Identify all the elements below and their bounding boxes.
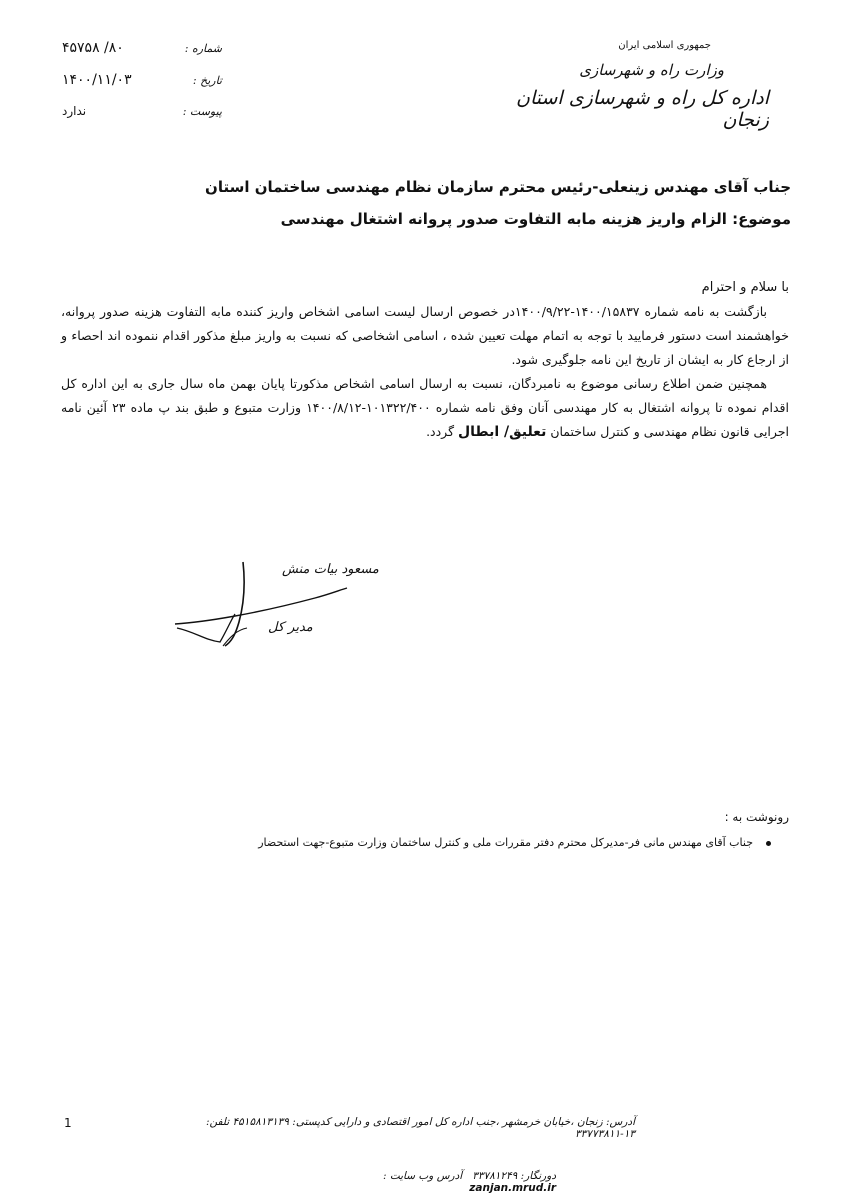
date-row [62, 72, 222, 104]
addressee: جناب آقای مهندس زینعلی-رئیس محترم سازمان نظام مهندسی ساختمان استان [205, 178, 791, 196]
cc-item [258, 836, 771, 849]
cc-item-text: جناب آقای مهندس مانی فر-مدیرکل محترم دفتر مقررات ملی و کنترل ساختمان وزارت متبوع-جهت استحضار [258, 836, 753, 849]
date-value: ۱۴۰۰/۱۱/۰۳ [62, 72, 132, 88]
number-label: شماره : [184, 42, 222, 55]
ministry-text: وزارت راه و شهرسازی [579, 61, 724, 79]
footer-fax: دورنگار: ۳۳۷۸۱۲۴۹ [472, 1170, 556, 1182]
emphasis-text: تعلیق/ ابطال [458, 424, 547, 440]
signatory-name: مسعود بیات منش [282, 562, 379, 577]
signatory-title: مدیر کل [268, 620, 313, 635]
paragraph-2-text: همچنین ضمن اطلاع رسانی موضوع به نامبردگان، نسبت به ارسال اسامی اشخاص مذکورتا پایان بهمن ماه سال جاری به این اداره کل اقدام نموده تا پروانه اشتغال به کار مهندسی آنان وفق نامه شماره ۱۰۱۳۲۲/۴۰۰-۱۴۰۰/۸/۱۲ وزارت متبوع و طبق بند پ ماده ۲۳ آئین نامه اجرایی قانون نظام مهندسی و کنترل ساختمان [61, 376, 789, 439]
footer-website[interactable]: zanjan.mrud.ir [469, 1182, 556, 1194]
number-row [62, 40, 222, 72]
department-text: اداره کل راه و شهرسازی استان زنجان [516, 87, 769, 131]
footer-website-label: آدرس وب سایت : [382, 1170, 463, 1182]
footer-address: آدرس: زنجان ،خیابان خرمشهر ،جنب اداره کل امور اقتصادی و دارایی کدپستی: ۴۵۱۵۸۱۳۱۳۹ تلفن: ۱۳-۳۳۷۷۳۸۱۱ [205, 1116, 635, 1140]
attachment-label: پیوست : [182, 105, 222, 118]
attachment-value: ندارد [62, 104, 87, 118]
paragraph-1: بازگشت به نامه شماره ۱۴۰۰/۱۵۸۳۷-۱۴۰۰/۹/۲۲در خصوص ارسال لیست اسامی اشخاص واریز کننده مابه التفاوت هزینه صدور پروانه، خواهشمند است دستور فرمایید با توجه به اتمام مهلت تعیین شده ، اسامی اشخاصی که نسبت به واریز مبلغ مذکور اقدام ننموده اند احصاء و از ارجاع کار به ایشان از تاریخ این نامه جلوگیری شود. [61, 304, 789, 367]
bullet-icon [766, 841, 771, 846]
paragraph-2-end: گردد. [426, 424, 455, 439]
greeting: با سلام و احترام [701, 280, 789, 295]
number-value: ۸۰/ ۴۵۷۵۸ [62, 40, 124, 56]
republic-text: جمهوری اسلامی ایران [618, 40, 711, 51]
page-number: 1 [64, 1116, 72, 1130]
paragraph-2 [61, 372, 789, 444]
letter-body [61, 276, 789, 444]
letterhead [469, 40, 769, 131]
subject: موضوع: الزام واریز هزینه مابه التفاوت صدور پروانه اشتغال مهندسی [280, 210, 791, 228]
attachment-row [62, 104, 222, 136]
letter-meta [62, 40, 222, 136]
cc-title: رونوشت به : [724, 810, 789, 824]
footer-contact [296, 1170, 556, 1194]
date-label: تاریخ : [192, 74, 222, 87]
cc-list [258, 836, 771, 849]
